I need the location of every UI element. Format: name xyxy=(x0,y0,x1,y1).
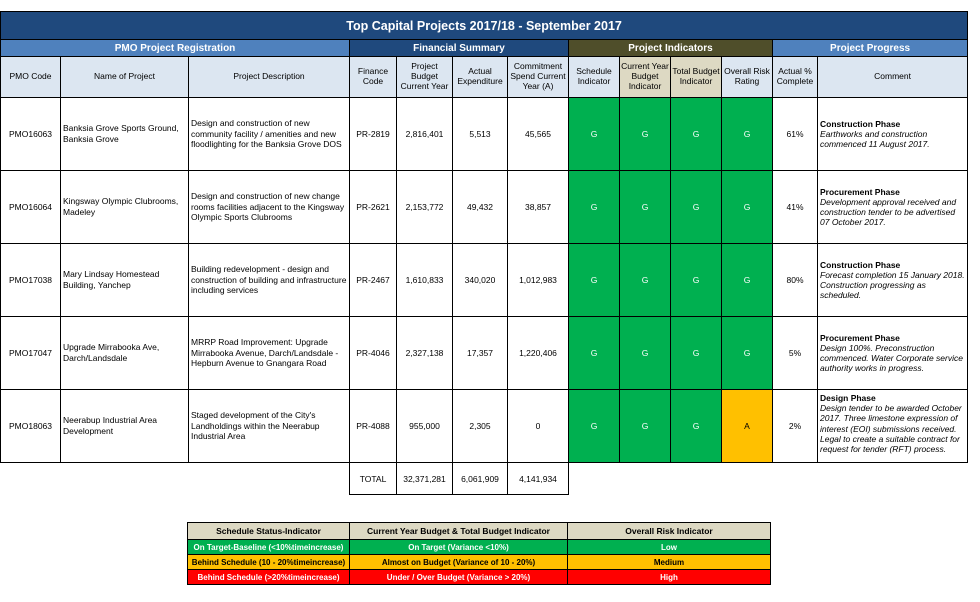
commitment: 0 xyxy=(508,390,569,463)
col-total-budget: Total Budget Indicator xyxy=(671,57,722,98)
finance-code: PR-2621 xyxy=(350,171,397,244)
project-description: Design and construction of new change rooms facilities adjacent to the Kingsway Olympic Sports Clubrooms xyxy=(189,171,350,244)
col-complete: Actual % Complete xyxy=(773,57,818,98)
comment-text: Design tender to be awarded October 2017. Three limestone expression of interest (EOI) submissions received. Legal to create a suitable contract for request for tender (RFT) process. xyxy=(820,403,962,454)
actual-expenditure: 49,432 xyxy=(453,171,508,244)
col-name: Name of Project xyxy=(61,57,189,98)
phase-label: Design Phase xyxy=(820,393,876,403)
cy-budget-indicator: G xyxy=(620,98,671,171)
total-budget: 32,371,281 xyxy=(397,463,453,495)
finance-code: PR-4046 xyxy=(350,317,397,390)
project-name: Upgrade Mirrabooka Ave, Darch/Landsdale xyxy=(61,317,189,390)
table-row xyxy=(1,317,968,390)
total-actual: 6,061,909 xyxy=(453,463,508,495)
project-name: Kingsway Olympic Clubrooms, Madeley xyxy=(61,171,189,244)
actual-expenditure: 17,357 xyxy=(453,317,508,390)
comment xyxy=(818,317,968,390)
col-finance-code: Finance Code xyxy=(350,57,397,98)
table-row xyxy=(1,390,968,463)
comment xyxy=(818,244,968,317)
total-budget-indicator: G xyxy=(671,98,722,171)
actual-expenditure: 340,020 xyxy=(453,244,508,317)
col-risk: Overall Risk Rating xyxy=(722,57,773,98)
percent-complete: 5% xyxy=(773,317,818,390)
col-cy-budget: Current Year Budget Indicator xyxy=(620,57,671,98)
risk-rating: G xyxy=(722,244,773,317)
totals-row xyxy=(1,463,968,495)
budget: 2,816,401 xyxy=(397,98,453,171)
risk-rating: G xyxy=(722,98,773,171)
percent-complete: 61% xyxy=(773,98,818,171)
finance-code: PR-2467 xyxy=(350,244,397,317)
schedule-indicator: G xyxy=(569,244,620,317)
pmo-code: PMO17038 xyxy=(1,244,61,317)
phase-label: Procurement Phase xyxy=(820,186,900,197)
percent-complete: 80% xyxy=(773,244,818,317)
total-budget-indicator: G xyxy=(671,244,722,317)
legend-header-schedule: Schedule Status-Indicator xyxy=(188,523,350,540)
phase-label: Construction Phase xyxy=(820,118,901,129)
col-schedule: Schedule Indicator xyxy=(569,57,620,98)
comment xyxy=(818,98,968,171)
project-name: Banksia Grove Sports Ground, Banksia Grove xyxy=(61,98,189,171)
comment xyxy=(818,171,968,244)
total-budget-indicator: G xyxy=(671,317,722,390)
project-description: Design and construction of new community facility / amenities and new floodlighting for the Banksia Grove DOS xyxy=(189,98,350,171)
pmo-code: PMO17047 xyxy=(1,317,61,390)
project-description: Building redevelopment - design and construction of building and infrastructure including services xyxy=(189,244,350,317)
phase-label: Construction Phase xyxy=(820,259,901,270)
group-financial: Financial Summary xyxy=(350,40,569,57)
total-commitment: 4,141,934 xyxy=(508,463,569,495)
budget: 2,327,138 xyxy=(397,317,453,390)
commitment: 45,565 xyxy=(508,98,569,171)
group-indicators: Project Indicators xyxy=(569,40,773,57)
total-budget-indicator: G xyxy=(671,171,722,244)
comment xyxy=(818,390,968,463)
col-commitment: Commitment Spend Current Year (A) xyxy=(508,57,569,98)
table-row xyxy=(1,98,968,171)
project-name: Neerabup Industrial Area Development xyxy=(61,390,189,463)
group-registration: PMO Project Registration xyxy=(1,40,350,57)
legend-cell: Almost on Budget (Variance of 10 - 20%) xyxy=(350,555,568,570)
pmo-code: PMO16063 xyxy=(1,98,61,171)
legend-cell: High xyxy=(568,570,771,585)
commitment: 1,012,983 xyxy=(508,244,569,317)
report-title: Top Capital Projects 2017/18 - September 2017 xyxy=(1,12,968,40)
table-row xyxy=(1,244,968,317)
budget: 2,153,772 xyxy=(397,171,453,244)
col-actual: Actual Expenditure xyxy=(453,57,508,98)
capital-projects-table xyxy=(0,11,968,495)
total-budget-indicator: G xyxy=(671,390,722,463)
project-description: Staged development of the City's Landholdings within the Neerabup Industrial Area xyxy=(189,390,350,463)
total-label: TOTAL xyxy=(350,463,397,495)
legend-header-risk: Overall Risk Indicator xyxy=(568,523,771,540)
legend-cell: Medium xyxy=(568,555,771,570)
finance-code: PR-2819 xyxy=(350,98,397,171)
schedule-indicator: G xyxy=(569,171,620,244)
risk-rating: A xyxy=(722,390,773,463)
commitment: 38,857 xyxy=(508,171,569,244)
schedule-indicator: G xyxy=(569,390,620,463)
legend-header-budget: Current Year Budget & Total Budget Indicator xyxy=(350,523,568,540)
pmo-code: PMO16064 xyxy=(1,171,61,244)
comment-text: Earthworks and construction commenced 11 August 2017. xyxy=(820,128,930,150)
budget: 955,000 xyxy=(397,390,453,463)
col-budget: Project Budget Current Year xyxy=(397,57,453,98)
schedule-indicator: G xyxy=(569,98,620,171)
percent-complete: 2% xyxy=(773,390,818,463)
legend-cell: On Target-Baseline (<10%timeincrease) xyxy=(188,540,350,555)
phase-label: Procurement Phase xyxy=(820,332,900,343)
commitment: 1,220,406 xyxy=(508,317,569,390)
col-pmo-code: PMO Code xyxy=(1,57,61,98)
actual-expenditure: 2,305 xyxy=(453,390,508,463)
col-description: Project Description xyxy=(189,57,350,98)
schedule-indicator: G xyxy=(569,317,620,390)
legend-cell: On Target (Variance <10%) xyxy=(350,540,568,555)
cy-budget-indicator: G xyxy=(620,244,671,317)
legend-cell: Behind Schedule (>20%timeincrease) xyxy=(188,570,350,585)
cy-budget-indicator: G xyxy=(620,317,671,390)
legend-cell: Under / Over Budget (Variance > 20%) xyxy=(350,570,568,585)
percent-complete: 41% xyxy=(773,171,818,244)
legend-table xyxy=(187,522,771,585)
risk-rating: G xyxy=(722,171,773,244)
cy-budget-indicator: G xyxy=(620,390,671,463)
legend-cell: Behind Schedule (10 - 20%timeincrease) xyxy=(188,555,350,570)
comment-text: Development approval received and construction tender to be advertised 07 October 2017. xyxy=(820,196,957,228)
finance-code: PR-4088 xyxy=(350,390,397,463)
project-name: Mary Lindsay Homestead Building, Yanchep xyxy=(61,244,189,317)
budget: 1,610,833 xyxy=(397,244,453,317)
project-description: MRRP Road Improvement: Upgrade Mirrabooka Avenue, Darch/Landsdale - Hepburn Avenue to Gnangara Road xyxy=(189,317,350,390)
risk-rating: G xyxy=(722,317,773,390)
legend-cell: Low xyxy=(568,540,771,555)
cy-budget-indicator: G xyxy=(620,171,671,244)
group-progress: Project Progress xyxy=(773,40,968,57)
pmo-code: PMO18063 xyxy=(1,390,61,463)
table-row xyxy=(1,171,968,244)
col-comment: Comment xyxy=(818,57,968,98)
actual-expenditure: 5,513 xyxy=(453,98,508,171)
comment-text: Design 100%. Preconstruction commenced. Water Corporate service authority works in progress. xyxy=(820,342,963,374)
comment-text: Forecast completion 15 January 2018. Construction progressing as scheduled. xyxy=(820,269,965,301)
